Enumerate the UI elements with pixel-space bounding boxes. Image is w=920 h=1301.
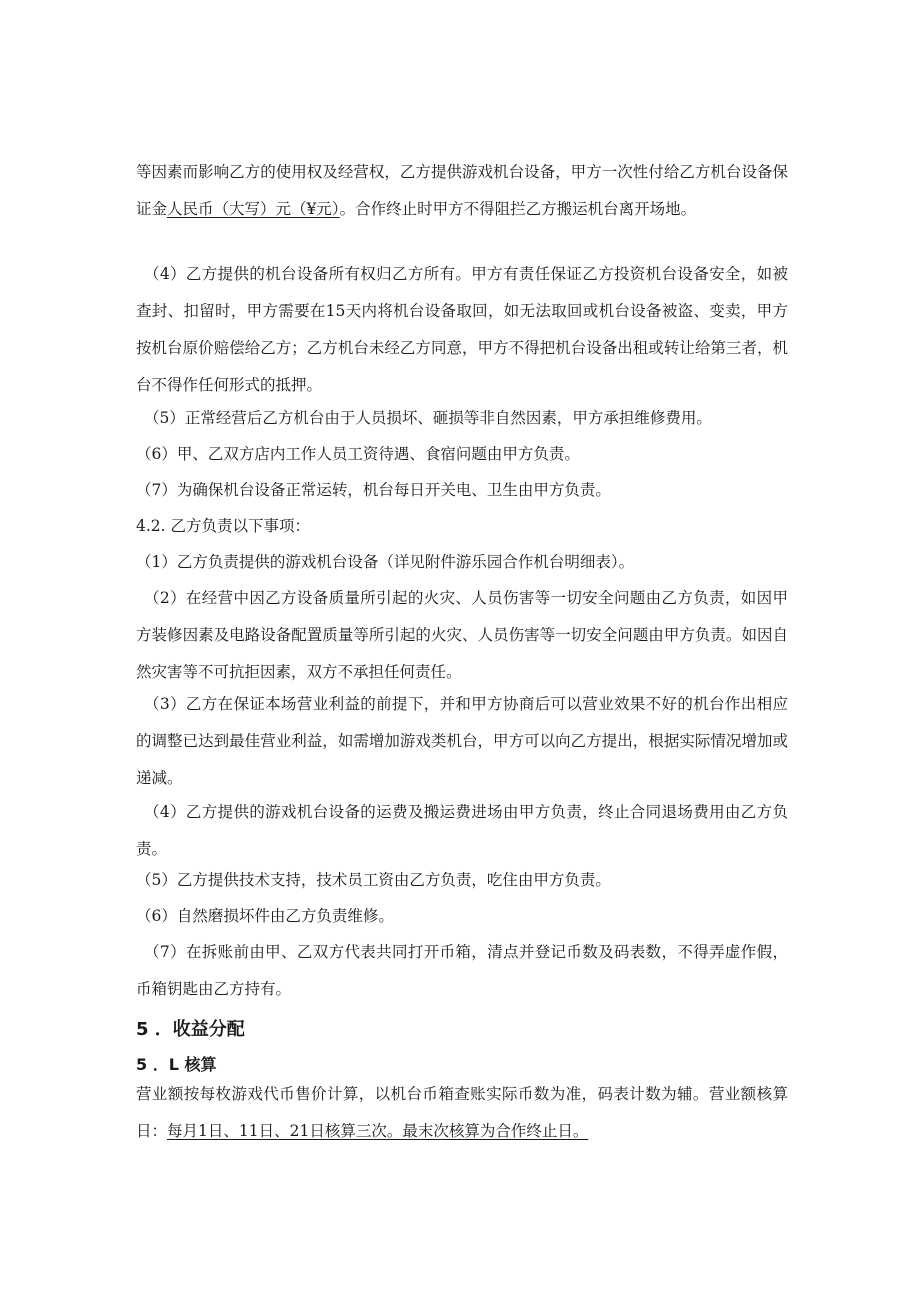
paragraph-deposit-text-a: 等因素而影响乙方的使用权及经营权，乙方提供游戏机台设备，甲方一次性付给乙方机台设备保证金: [136, 163, 788, 218]
section-4-2-title: 4.2. 乙方负责以下事项：: [136, 517, 311, 535]
clause-a-4: （4）乙方提供的机台设备所有权归乙方所有。甲方有责任保证乙方投资机台设备安全，如被查封、扣留时，甲方需要在15天内将机台设备取回，如无法取回或机台设备被盗、变卖，甲方按机台原价赔偿给乙方；乙方机台未经乙方同意，甲方不得把机台设备出租或转让给第三者，机台不得作任何形式的抵押。: [136, 265, 788, 394]
accounting-dates-underlined: 每月1日、11日、21日核算三次。最末次核算为合作终止日。: [167, 1122, 589, 1140]
clause-b-6: （6）自然磨损坏件由乙方负责维修。: [136, 907, 394, 925]
clause-a-5: （5）正常经营后乙方机台由于人员损坏、砸损等非自然因素，甲方承担维修费用。: [144, 409, 712, 427]
deposit-amount-underlined: 人民币（大写）元（¥元）: [167, 200, 340, 218]
clause-b-1: （1）乙方负责提供的游戏机台设备（详见附件游乐园合作机台明细表）。: [136, 553, 635, 571]
section-5-1-heading: 5 ．L 核算: [136, 1055, 217, 1074]
clause-b-4: （4）乙方提供的游戏机台设备的运费及搬运费进场由甲方负责，终止合同退场费用由乙方负责。: [136, 803, 788, 858]
clause-b-3: （3）乙方在保证本场营业利益的前提下，并和甲方协商后可以营业效果不好的机台作出相应的调整已达到最佳营业利益，如需增加游戏类机台，甲方可以向乙方提出，根据实际情况增加或递减。: [136, 695, 788, 787]
paragraph-deposit-text-b: 。合作终止时甲方不得阻拦乙方搬运机台离开场地。: [339, 200, 697, 218]
clause-b-7: （7）在拆账前由甲、乙双方代表共同打开币箱，清点并登记币数及码表数，不得弄虚作假，币箱钥匙由乙方持有。: [136, 943, 788, 998]
paragraph-accounting-text: 营业额按每枚游戏代币售价计算，以机台币箱查账实际币数为准，码表计数为辅。营业额核算日：: [136, 1085, 788, 1140]
clause-a-7: （7）为确保机台设备正常运转，机台每日开关电、卫生由甲方负责。: [136, 481, 611, 499]
clause-a-6: （6）甲、乙双方店内工作人员工资待遇、食宿问题由甲方负责。: [136, 445, 580, 463]
clause-b-2: （2）在经营中因乙方设备质量所引起的火灾、人员伤害等一切安全问题由乙方负责，如因甲方装修因素及电路设备配置质量等所引起的火灾、人员伤害等一切安全问题由甲方负责。如因自然灾害等不可抗拒因素，双方不承担任何责任。: [136, 589, 788, 681]
paragraph-accounting: [136, 1076, 788, 1150]
paragraph-deposit: [136, 154, 788, 228]
section-5-heading: 5 ．收益分配: [136, 1019, 245, 1040]
clause-b-5: （5）乙方提供技术支持，技术员工资由乙方负责，吃住由甲方负责。: [136, 871, 611, 889]
